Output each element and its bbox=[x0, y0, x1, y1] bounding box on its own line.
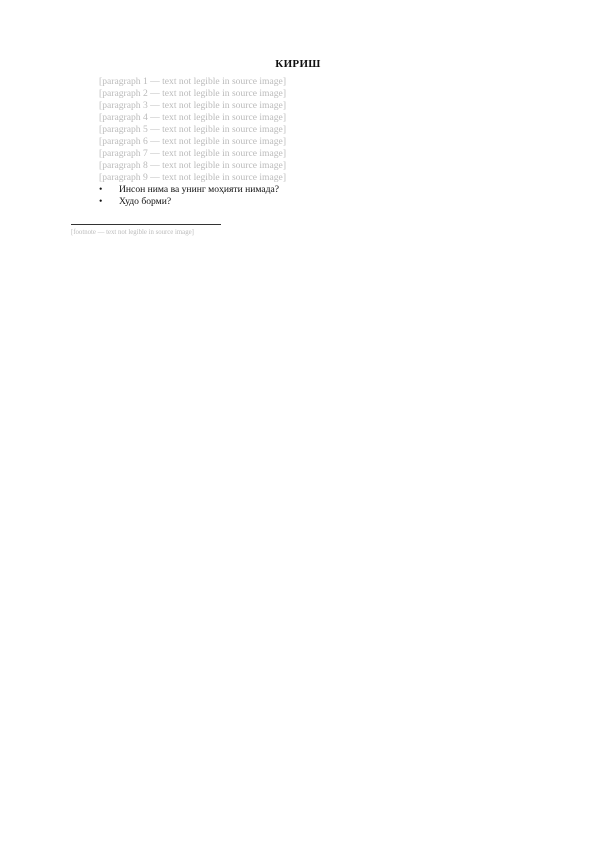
paragraph-1: [paragraph 1 — text not legible in source image] bbox=[99, 76, 287, 87]
paragraph-8: [paragraph 8 — text not legible in source image] bbox=[99, 160, 287, 171]
paragraph-4: [paragraph 4 — text not legible in source image] bbox=[99, 112, 287, 123]
bullet-icon: • bbox=[99, 184, 103, 195]
paragraph-7: [paragraph 7 — text not legible in source image] bbox=[99, 148, 287, 159]
paragraph-6: [paragraph 6 — text not legible in source image] bbox=[99, 136, 287, 147]
paragraph-2: [paragraph 2 — text not legible in source image] bbox=[99, 88, 287, 99]
question-list bbox=[71, 184, 525, 208]
bullet-icon: • bbox=[99, 196, 103, 207]
paragraph-5: [paragraph 5 — text not legible in source image] bbox=[99, 124, 287, 135]
question-text: Худо борми? bbox=[119, 196, 172, 207]
footnote-divider bbox=[71, 224, 221, 225]
question-text: Инсон нима ва унинг моҳияти нимада? bbox=[119, 184, 280, 195]
paragraph-9: [paragraph 9 — text not legible in source image] bbox=[99, 172, 287, 183]
question-item bbox=[71, 184, 525, 196]
chapter-heading: КИРИШ bbox=[275, 58, 321, 70]
footnote-text: [footnote — text not legible in source image] bbox=[71, 229, 194, 236]
paragraph-3: [paragraph 3 — text not legible in source image] bbox=[99, 100, 287, 111]
document-page bbox=[71, 58, 525, 237]
question-item bbox=[71, 196, 525, 208]
